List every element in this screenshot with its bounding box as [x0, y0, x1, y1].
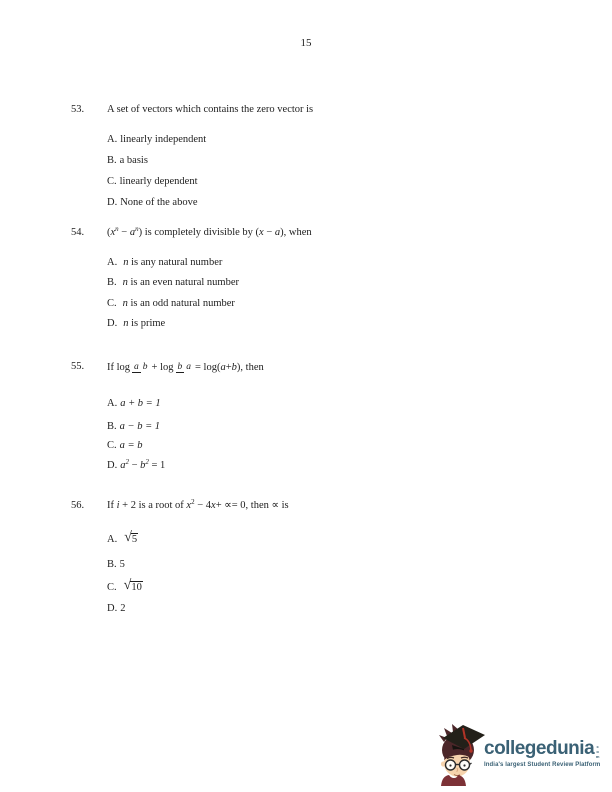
collegedunia-logo — [438, 722, 600, 786]
option-label: B. — [107, 155, 117, 166]
formula-part: ), then — [236, 361, 264, 373]
question-text: A set of vectors which contains the zero vector is — [107, 104, 314, 115]
option-label: D. — [107, 197, 118, 208]
option-text: 5 — [119, 559, 125, 570]
square-root — [124, 531, 138, 546]
option-label: A. — [107, 134, 118, 145]
fraction — [132, 362, 150, 372]
option-label: D. — [107, 318, 118, 329]
formula-part: i — [116, 500, 120, 511]
brand-suffix: com — [595, 744, 601, 759]
option-var: n — [123, 257, 129, 268]
formula-part: = log( — [195, 361, 221, 373]
option-var: n — [123, 318, 129, 329]
formula-part: If — [107, 500, 117, 511]
formula-part: If log — [107, 361, 131, 373]
formula-part: a — [129, 227, 136, 238]
formula-part: + — [225, 361, 232, 373]
formula-part: = 1 — [148, 460, 166, 471]
superscript: n — [135, 225, 139, 233]
option-expr: a − b = 1 — [119, 421, 161, 432]
option-expr: a — [120, 460, 126, 471]
fraction-numerator: b — [177, 362, 183, 372]
radicand: 5 — [131, 533, 138, 545]
option-label: B. — [107, 421, 117, 432]
option-text: a basis — [119, 155, 148, 166]
option-expr: a = b — [119, 440, 143, 451]
formula-part: a — [220, 361, 226, 373]
question-number: 55. — [71, 361, 85, 372]
option-label: C. — [107, 440, 117, 451]
question-55-stem — [107, 352, 264, 382]
formula-part: − — [128, 460, 141, 471]
option-label: A. — [107, 534, 118, 545]
option-label: B. — [107, 277, 117, 288]
superscript: 2 — [191, 498, 195, 506]
option-label: A. — [107, 398, 118, 409]
fraction-denominator: b — [142, 362, 148, 372]
option-text: is an even natural number — [130, 277, 239, 288]
brand-name: collegedunia — [484, 738, 595, 759]
radicand: 10 — [131, 581, 142, 593]
logo-text — [484, 722, 600, 768]
formula-part: x — [110, 227, 116, 238]
page-number: 15 — [300, 37, 312, 49]
superscript: 2 — [125, 458, 129, 466]
question-number: 53. — [71, 104, 85, 115]
question-text — [107, 227, 312, 239]
option-text: is any natural number — [131, 257, 223, 268]
formula-part: + ∝= 0, then ∝ is — [215, 500, 289, 511]
option-text: 2 — [120, 603, 126, 614]
option-label: C. — [107, 176, 117, 187]
formula-part: b — [231, 361, 237, 373]
option-label: B. — [107, 559, 117, 570]
option-text: is prime — [131, 318, 166, 329]
formula-part: + log — [151, 361, 174, 373]
option-56-c — [107, 579, 143, 594]
superscript: n — [115, 225, 119, 233]
formula-part: x — [211, 500, 216, 511]
option-text: linearly dependent — [119, 176, 198, 187]
formula-part: − 4 — [194, 500, 212, 511]
formula-part: ) is completely divisible by ( — [138, 227, 260, 238]
option-expr: a + b = 1 — [120, 398, 161, 409]
fraction — [176, 362, 194, 372]
radical-sign: √ — [123, 578, 132, 593]
option-text: None of the above — [120, 197, 198, 208]
option-label: C. — [107, 298, 117, 309]
option-var: n — [122, 298, 128, 309]
student-mascot-icon — [438, 722, 488, 786]
formula-part: b — [140, 460, 146, 471]
formula-part: + 2 is a root of — [119, 500, 187, 511]
question-text — [107, 500, 289, 512]
fraction-numerator: a — [134, 362, 139, 372]
option-var: n — [122, 277, 128, 288]
formula-part: ), when — [280, 227, 312, 238]
square-root — [124, 579, 143, 594]
option-label: D. — [107, 603, 118, 614]
option-text: linearly independent — [120, 134, 207, 145]
option-56-a — [107, 531, 138, 546]
formula-part: ( — [107, 227, 111, 238]
option-label: A. — [107, 257, 118, 268]
superscript: 2 — [145, 458, 149, 466]
formula-part: x — [186, 500, 192, 511]
formula-part: − — [263, 227, 275, 238]
formula-part: a — [274, 227, 281, 238]
option-label: D. — [107, 460, 118, 471]
option-text: is an odd natural number — [130, 298, 235, 309]
question-number: 54. — [71, 227, 85, 238]
option-label: C. — [107, 582, 117, 593]
radical-sign: √ — [124, 530, 132, 545]
fraction-denominator: a — [186, 362, 192, 372]
formula-part: − — [118, 227, 130, 238]
formula-part: x — [259, 227, 264, 238]
brand-tagline: India's largest Student Review Platform — [484, 762, 601, 768]
question-number: 56. — [71, 500, 85, 511]
